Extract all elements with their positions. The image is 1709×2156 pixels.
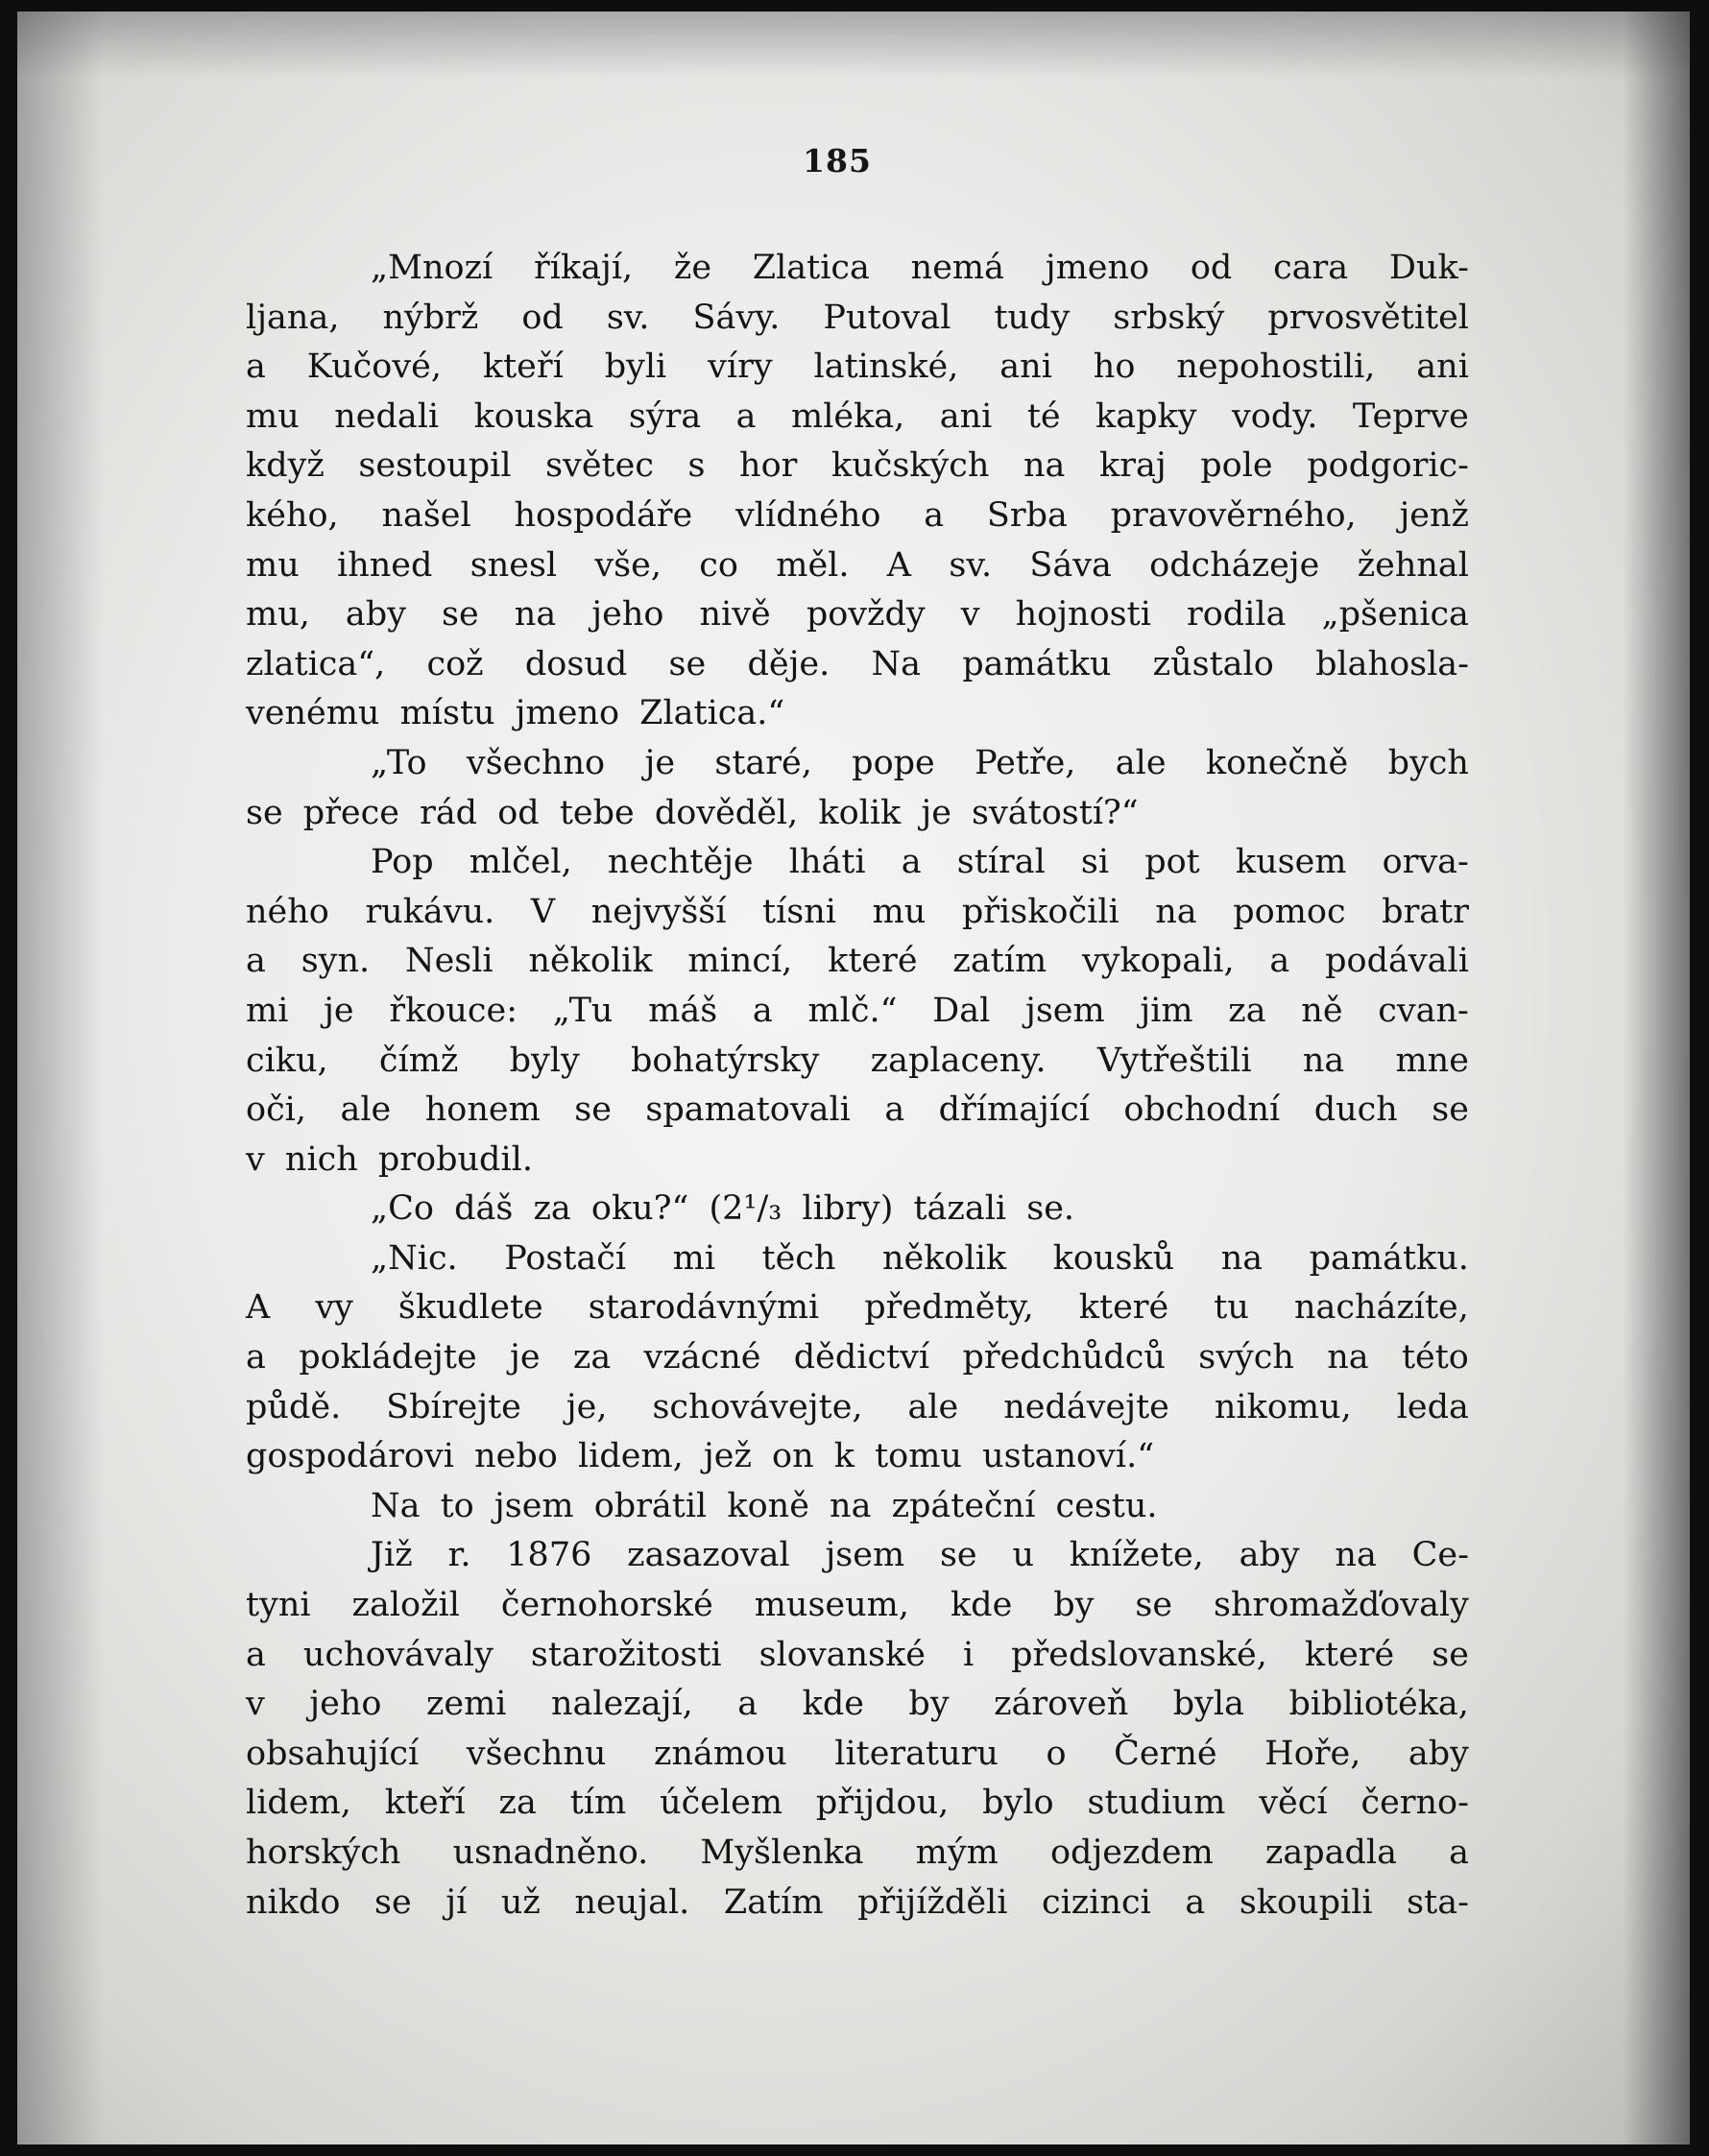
- text-line: nikdo se jí už neujal. Zatím přijížděli cizinci a skoupili sta-: [246, 1882, 1469, 1922]
- page-shadow-left: [17, 12, 104, 2144]
- text-line: se přece rád od tebe dověděl, kolik je svátostí?“: [246, 793, 1139, 832]
- text-line: půdě. Sbírejte je, schovávejte, ale nedávejte nikomu, leda: [246, 1387, 1469, 1426]
- body-text: [246, 244, 1469, 1928]
- text-line: oči, ale honem se spamatovali a dřímající obchodní duch se: [246, 1090, 1469, 1130]
- text-line: horských usnadněno. Myšlenka mým odjezdem zapadla a: [246, 1833, 1469, 1872]
- text-line: „To všechno je staré, pope Petře, ale konečně bych: [371, 743, 1469, 782]
- text-line: Na to jsem obrátil koně na zpáteční cestu.: [371, 1486, 1158, 1525]
- text-line: venému místu jmeno Zlatica.“: [246, 694, 785, 733]
- page-number: 185: [803, 142, 872, 180]
- text-line: a uchovávaly starožitosti slovanské i předslovanské, které se: [246, 1635, 1469, 1674]
- text-line: když sestoupil světec s hor kučských na kraj pole podgoric-: [246, 446, 1469, 486]
- text-line: lidem, kteří za tím účelem přijdou, bylo studium věcí černo-: [246, 1784, 1469, 1823]
- text-line: v nich probudil.: [246, 1139, 533, 1179]
- text-line: v jeho zemi nalezají, a kde by zároveň byla bibliotéka,: [246, 1685, 1469, 1724]
- text-line: mu ihned snesl vše, co měl. A sv. Sáva odcházeje žehnal: [246, 545, 1469, 585]
- text-line: a Kučové, kteří byli víry latinské, ani ho nepohostili, ani: [246, 347, 1469, 387]
- text-line: „Nic. Postačí mi těch několik kousků na památku.: [371, 1238, 1469, 1278]
- text-line: kého, našel hospodáře vlídného a Srba pravověrného, jenž: [246, 495, 1469, 535]
- text-line: A vy škudlete starodávnými předměty, které tu nacházíte,: [246, 1288, 1469, 1328]
- text-line: mi je řkouce: „Tu máš a mlč.“ Dal jsem jim za ně cvan-: [246, 991, 1469, 1030]
- text-line: „Mnozí říkají, že Zlatica nemá jmeno od cara Duk-: [371, 249, 1469, 287]
- text-line: Pop mlčel, nechtěje lháti a stíral si pot kusem orva-: [371, 843, 1469, 882]
- page-shadow-right: [1623, 12, 1690, 2144]
- text-line: zlatica“, což dosud se děje. Na památku zůstalo blahosla-: [246, 644, 1469, 683]
- text-line: ciku, čímž byly bohatýrsky zaplaceny. Vytřeštili na mne: [246, 1041, 1469, 1080]
- text-line: „Co dáš za oku?“ (2¹/₃ libry) tázali se.: [371, 1189, 1075, 1229]
- text-line: Již r. 1876 zasazoval jsem se u knížete, aby na Ce-: [371, 1536, 1469, 1575]
- text-line: tyni založil černohorské museum, kde by se shromažďovaly: [246, 1586, 1469, 1625]
- text-line: ljana, nýbrž od sv. Sávy. Putoval tudy srbský prvosvětitel: [246, 298, 1469, 337]
- text-line: mu, aby se na jeho nivě povždy v hojnosti rodila „pšenica: [246, 595, 1469, 635]
- text-line: ného rukávu. V nejvyšší tísni mu přiskočili na pomoc bratr: [246, 892, 1469, 931]
- text-line: a pokládejte je za vzácné dědictví předchůdců svých na této: [246, 1338, 1469, 1377]
- text-line: gospodárovi nebo lidem, jež on k tomu ustanoví.“: [246, 1437, 1155, 1476]
- page-shadow-top: [17, 12, 1690, 79]
- text-line: a syn. Nesli několik mincí, které zatím vykopali, a podávali: [246, 942, 1469, 981]
- text-line: mu nedali kouska sýra a mléka, ani té kapky vody. Teprve: [246, 396, 1469, 436]
- text-line: obsahující všechnu známou literaturu o Černé Hoře, aby: [246, 1734, 1469, 1773]
